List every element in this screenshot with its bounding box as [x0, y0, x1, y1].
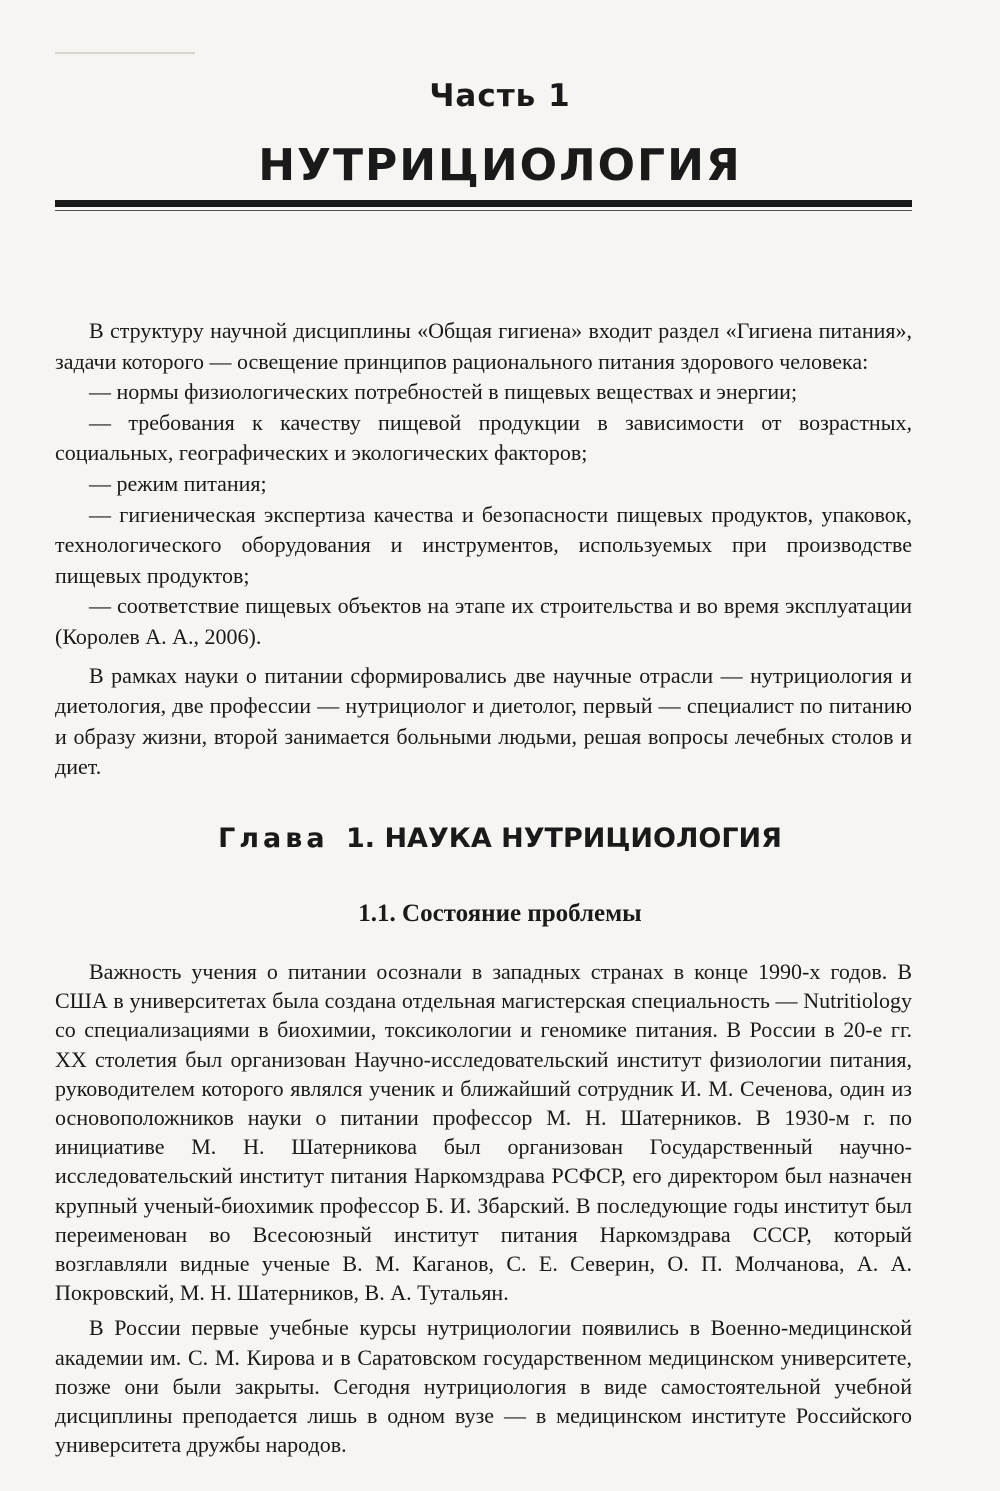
intro-paragraph: В структуру научной дисциплины «Общая гигиена» входит раздел «Гигиена питания», задачи которого — освещение принципов рационального питания здорового человека: [55, 318, 912, 374]
intro-list-item: — режим питания; [89, 470, 267, 496]
part-title: НУТРИЦИОЛОГИЯ [258, 140, 742, 191]
chapter-heading [0, 823, 1000, 854]
chapter-title: НАУКА НУТРИЦИОЛОГИЯ [384, 823, 782, 854]
body-paragraph: Важность учения о питании осознали в западных странах в конце 1990-х годов. В США в университетах была создана отдельная магистерская специальность — Nutritiology со специализациями в биохимии, токсикологии и геномике питания. В России в 20-е гг. XX столетия был организован Научно-исследовательский институт физиологии питания, руководителем которого являлся ученик и ближайший сотрудник И. М. Сеченова, один из основоположников науки о питании профессор М. Н. Шатерников. В 1930-м г. по инициативе М. Н. Шатерникова был организован Государственный научно-исследовательский институт питания Наркомздрава РСФСР, его директором был назначен крупный ученый-биохимик профессор Б. И. Збарский. В последующие годы институт был переименован во Всесоюзный институт питания Наркомздрава СССР, который возглавляли видные ученые В. М. Каганов, С. Е. Северин, О. П. Молчанова, А. А. Покровский, М. Н. Шатерников, В. А. Тутальян. [55, 959, 912, 1306]
intro-text [55, 316, 912, 783]
chapter-label: Глава [218, 823, 329, 854]
intro-list-item: — нормы физиологических потребностей в пищевых веществах и энергии; [89, 379, 798, 405]
intro-paragraph: В рамках науки о питании сформировались две научные отрасли — нутрициология и диетология, две профессии — нутрициолог и диетолог, первый — специалист по питанию и образу жизни, второй занимается больными людьми, решая вопросы лечебных столов и диет. [55, 662, 912, 780]
title-rule-thin [55, 210, 912, 211]
part-label: Часть 1 [429, 78, 571, 114]
intro-list-item: — требования к качеству пищевой продукции в зависимости от возрастных, социальных, географических и экологических факторов; [55, 409, 912, 466]
intro-list-item: — соответствие пищевых объектов на этапе их строительства и во время эксплуатации (Королев А. А., 2006). [55, 593, 912, 649]
section-body [55, 957, 912, 1459]
faint-running-header [55, 52, 195, 54]
intro-list-item: — гигиеническая экспертиза качества и безопасности пищевых продуктов, упаковок, технологического оборудования и инструментов, используемых при производстве пищевых продуктов; [55, 501, 912, 588]
title-rule [55, 200, 912, 207]
chapter-number: 1. [346, 823, 376, 854]
section-heading: 1.1. Состояние проблемы [358, 900, 642, 927]
body-paragraph: В России первые учебные курсы нутрициологии появились в Военно-медицинской академии им. С. М. Кирова и в Саратовском государственном медицинском университете, позже они были закрыты. Сегодня нутрициология в виде самостоятельной учебной дисциплины преподается лишь в одном вузе — в медицинском институте Российского университета дружбы народов. [55, 1315, 912, 1458]
